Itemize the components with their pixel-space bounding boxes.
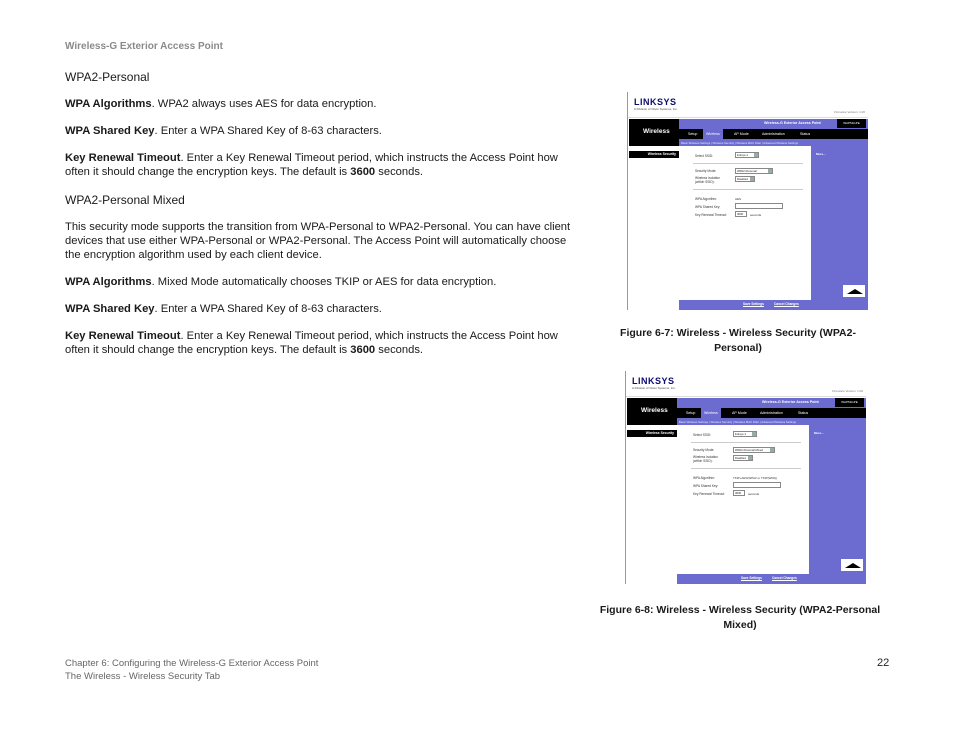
tab-ap-mode[interactable]: AP Mode [732,411,747,415]
footer-section: The Wireless - Wireless Security Tab [65,671,221,682]
page-number: 22 [877,657,890,669]
tab-wireless[interactable]: Wireless [701,408,721,418]
description: . Enter a Key Renewal Timeout period, which instructs the Access Point how often it should change the encryption keys. The default is [65,152,558,178]
security-mode-dropdown[interactable]: WPA2-Personal Mixed [733,447,775,453]
model-number: WAP54GPE [835,398,864,407]
model-number: WAP54GPE [837,119,866,128]
security-form [679,146,811,300]
left-column [627,425,677,574]
wpa-algorithm-label: WPA Algorithm: [693,476,715,480]
body-column [65,70,575,370]
left-column [629,146,679,300]
footer-chapter: Chapter 6: Configuring the Wireless-G Exterior Access Point [65,658,319,669]
wpa-shared-key-input[interactable] [735,203,783,209]
nav-bar [677,398,866,425]
select-ssid-label: Select SSID: [693,433,712,437]
linksys-logo: LINKSYS [632,376,675,386]
cancel-changes-button[interactable]: Cancel Changes [774,302,799,306]
top-bar [628,92,868,118]
key-renewal-input[interactable]: 3600 [733,490,745,496]
section-title-wpa2-personal-mixed: WPA2-Personal Mixed [65,193,185,207]
term: WPA Algorithms [65,276,152,288]
description: . Enter a WPA Shared Key of 8-63 characters. [154,125,382,137]
paragraph-wpa-shared-key [65,124,575,138]
router-ui [628,92,868,310]
select-ssid-dropdown[interactable]: linksys-1 [733,431,757,437]
tab-status[interactable]: Status [800,132,811,136]
security-mode-label: Security Mode: [693,448,715,452]
running-header: Wireless-G Exterior Access Point [65,41,223,52]
section-label-block [629,119,679,146]
firmware-version: Firmware Version: 1.00 [832,389,863,393]
description: . Enter a Key Renewal Timeout period, which instructs the Access Point how often it should change the encryption keys. The default is [65,330,558,356]
security-mode-label: Security Mode: [695,169,717,173]
product-name: Wireless-G Exterior Access Point [764,121,821,125]
logo-subtitle: A Division of Cisco Systems, Inc. [632,386,676,390]
wireless-security-label: Wireless Security [627,430,677,437]
tab-ap-mode[interactable]: AP Mode [734,132,749,136]
help-column [809,425,866,574]
logo-subtitle: A Division of Cisco Systems, Inc. [634,107,678,111]
tab-administration[interactable]: Administration [760,411,783,415]
caption-line: Figure 6-7: Wireless - Wireless Security (WPA2- [620,327,856,339]
save-settings-button[interactable]: Save Settings [741,576,762,580]
description: . Mixed Mode automatically chooses TKIP or AES for data encryption. [151,276,497,288]
cisco-logo [841,559,863,571]
paragraph-key-renewal [65,151,575,179]
select-ssid-dropdown[interactable]: linksys-1 [735,152,759,158]
description-tail: seconds. [375,344,424,356]
caption-line: Mixed) [723,619,757,631]
tab-setup[interactable]: Setup [686,411,696,415]
term: WPA Shared Key [65,125,155,137]
help-column [811,146,868,300]
divider [691,468,801,469]
tab-setup[interactable]: Setup [688,132,698,136]
tab-status[interactable]: Status [798,411,809,415]
isolation-dropdown[interactable]: Disabled [733,455,753,461]
wireless-security-label: Wireless Security [629,151,679,158]
cisco-bridge-icon [845,563,861,568]
description-tail: seconds. [375,166,424,178]
more-help-link[interactable]: More... [814,431,824,435]
term: Key Renewal Timeout [65,152,181,164]
sub-tabs[interactable]: Basic Wireless Settings | Wireless Security | Wireless MAC Filter | Advanced Wireless Settings [679,420,797,424]
tab-row [677,408,866,418]
key-renewal-input[interactable]: 3600 [735,211,747,217]
divider [691,442,801,443]
top-bar [626,371,866,397]
seconds-unit: seconds [748,492,760,496]
section-label-block [627,398,677,425]
paragraph-wpa-shared-key [65,302,575,316]
security-mode-dropdown[interactable]: WPA2-Personal [735,168,773,174]
term: WPA Algorithms [65,98,152,110]
paragraph-intro: This security mode supports the transition from WPA-Personal to WPA2-Personal. You can have client devices that use either WPA-Personal or WPA2-Personal. The Access Point will automatically choose the encryption algorithm used by each client device. [65,221,571,261]
term: WPA Shared Key [65,303,155,315]
figure-6-7-screenshot [627,92,868,310]
router-ui [626,371,866,584]
footer [65,657,318,683]
security-form [677,425,809,574]
seconds-unit: seconds [750,213,762,217]
wpa-shared-key-label: WPA Shared Key: [693,484,719,488]
default-value: 3600 [350,344,376,356]
cancel-changes-button[interactable]: Cancel Changes [772,576,797,580]
paragraph-key-renewal [65,329,575,357]
sub-tabs[interactable]: Basic Wireless Settings | Wireless Security | Wireless MAC Filter | Advanced Wireless Settings [681,141,799,145]
wpa-shared-key-input[interactable] [733,482,781,488]
wpa-algorithm-value: TKIP+AES(WPA2 or TKIP(WPA)) [733,476,778,480]
divider [693,163,803,164]
description: . WPA2 always uses AES for data encryption. [151,98,377,110]
paragraph-wpa-algorithms [65,275,575,289]
key-renewal-label: Key Renewal Timeout: [693,492,725,496]
save-settings-button[interactable]: Save Settings [743,302,764,306]
term: Key Renewal Timeout [65,330,181,342]
firmware-version: Firmware Version: 1.00 [834,110,865,114]
bottom-bar [679,300,868,310]
select-ssid-label: Select SSID: [695,154,714,158]
more-help-link[interactable]: More... [816,152,826,156]
linksys-logo: LINKSYS [634,97,677,107]
section-title-wpa2-personal: WPA2-Personal [65,70,150,84]
isolation-dropdown[interactable]: Disabled [735,176,755,182]
section-label: Wireless [641,407,668,414]
caption-line: Personal) [714,342,762,354]
caption-line: Figure 6-8: Wireless - Wireless Security (WPA2-Personal [599,604,881,616]
isolation-label: Wireless Isolation (within SSID): [693,455,718,463]
key-renewal-label: Key Renewal Timeout: [695,213,727,217]
tab-administration[interactable]: Administration [762,132,785,136]
bottom-bar [677,574,866,584]
default-value: 3600 [350,166,376,178]
cisco-logo [843,285,865,297]
wpa-algorithm-value: AES [735,197,742,201]
isolation-label: Wireless Isolation (within SSID): [695,176,720,184]
tab-row [679,129,868,139]
figure-6-8-caption [590,603,890,633]
tab-wireless[interactable]: Wireless [703,129,723,139]
paragraph-wpa-algorithms [65,97,575,111]
cisco-bridge-icon [847,289,863,294]
nav-bar [679,119,868,146]
wpa-shared-key-label: WPA Shared Key: [695,205,721,209]
figure-6-7-caption [610,326,866,356]
product-name: Wireless-G Exterior Access Point [762,400,819,404]
section-label: Wireless [643,128,670,135]
description: . Enter a WPA Shared Key of 8-63 characters. [154,303,382,315]
figure-6-8-screenshot [625,371,866,584]
wpa-algorithm-label: WPA Algorithm: [695,197,717,201]
divider [693,189,803,190]
